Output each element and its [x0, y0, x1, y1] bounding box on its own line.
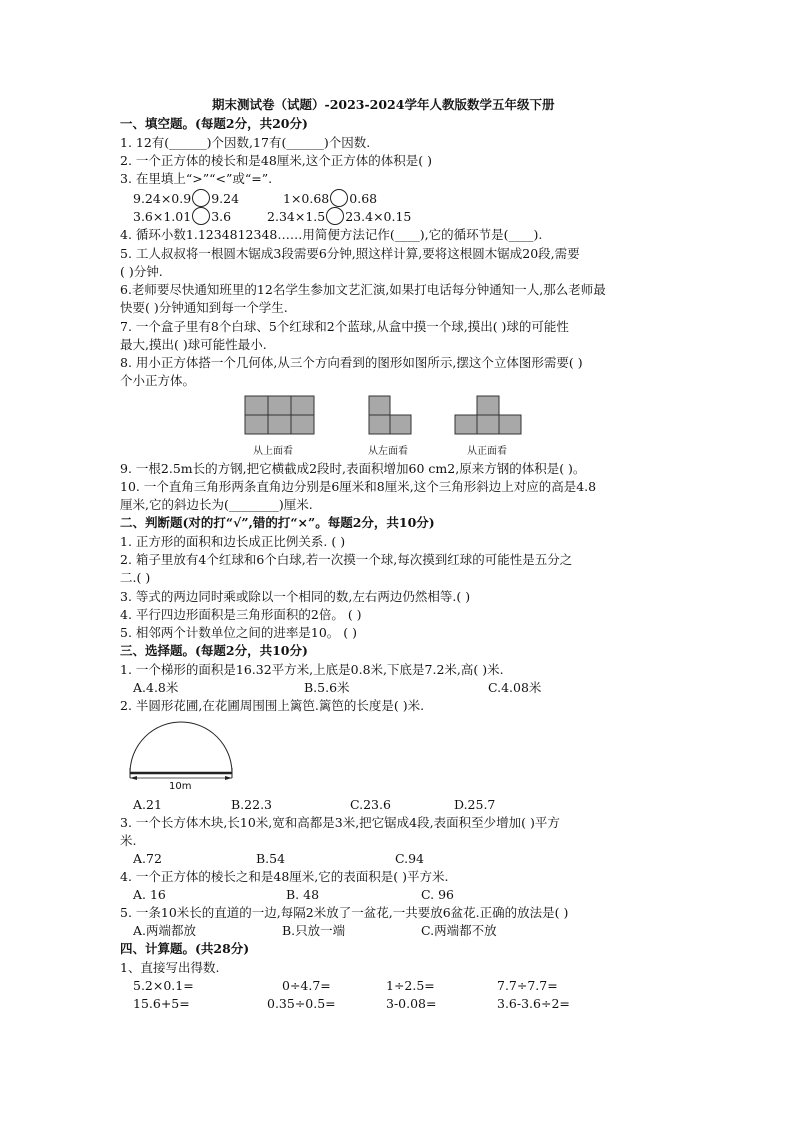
calc-item: 3.6-3.6÷2=	[497, 996, 570, 1011]
s2-q3: 3. 等式的两边同时乘或除以一个相同的数,左右两边仍然相等.( )	[120, 589, 471, 604]
s2-q5: 5. 相邻两个计数单位之间的进率是10。 ( )	[120, 625, 358, 640]
front-view-square	[499, 415, 521, 434]
s1-q2: 2. 一个正方体的棱长和是48厘米,这个正方体的体积是( )	[120, 153, 433, 168]
s3-q3-line1: 3. 一个长方体木块,长10米,宽和高都是3米,把它锯成4段,表面积至少增加( )平方	[120, 815, 560, 830]
compare-right: 23.4×0.15	[345, 209, 412, 224]
calc-item: 3-0.08=	[386, 996, 437, 1011]
s1-q6-line2: 快要( )分钟通知到每一个学生.	[120, 300, 288, 315]
s1-q3-row-a	[133, 189, 377, 207]
calc-item: 0÷4.7=	[282, 978, 331, 993]
s1-q1: 1. 12有(______)个因数,17有(______)个因数.	[120, 135, 371, 150]
s3-q1-option-c: C.4.08米	[488, 680, 542, 695]
front-view-square	[477, 415, 499, 434]
top-view-square	[268, 396, 291, 415]
top-view-square	[245, 415, 268, 434]
diameter-label: 10m	[169, 781, 192, 792]
s3-q5: 5. 一条10米长的直道的一边,每隔2米放了一盆花,一共要放6盆花.正确的放法是( )	[120, 905, 569, 920]
s3-q3-line2: 米.	[120, 833, 137, 848]
compare-circle[interactable]	[326, 207, 344, 225]
s3-q2-option-d: D.25.7	[454, 797, 496, 812]
s1-q3-row-b	[133, 207, 411, 225]
s1-q10-line2: 厘米,它的斜边长为(________)厘米.	[120, 497, 313, 512]
s1-q5-line1: 5. 工人叔叔将一根圆木锯成3段需要6分钟,照这样计算,要将这根圆木锯成20段,需要	[120, 246, 580, 261]
s1-q5-line2: ( )分钟.	[120, 264, 163, 279]
s3-q5-option-a: A.两端都放	[133, 923, 197, 938]
s2-q2-line1: 2. 箱子里放有4个红球和6个白球,若一次摸一个球,每次摸到红球的可能性是五分之	[120, 552, 573, 567]
section-1-header: 一、填空题。(每题2分，共20分)	[120, 116, 308, 131]
section-3-header: 三、选择题。(每题2分，共10分)	[120, 643, 308, 658]
left-view-square	[390, 415, 411, 434]
s3-q3-option-a: A.72	[133, 851, 162, 866]
s1-q10-line1: 10. 一个直角三角形两条直角边分别是6厘米和8厘米,这个三角形斜边上对应的高是4.8	[120, 479, 597, 494]
s4-sub1: 1、直接写出得数.	[120, 960, 220, 975]
s3-q1-option-b: B.5.6米	[304, 680, 350, 695]
s1-q4: 4. 循环小数1.1234812348……用简便方法记作(____),它的循环节是(____).	[120, 227, 543, 242]
front-view-square	[477, 396, 499, 415]
compare-left: 3.6×1.01	[133, 209, 192, 224]
s3-q3-option-b: B.54	[256, 851, 286, 866]
compare-right: 3.6	[211, 209, 232, 224]
s3-q1-option-a: A.4.8米	[133, 680, 179, 695]
s2-q1: 1. 正方形的面积和边长成正比例关系. ( )	[120, 534, 346, 549]
s1-q8-line1: 8. 用小正方体搭一个几何体,从三个方向看到的图形如图所示,摆这个立体图形需要( )	[120, 355, 583, 370]
compare-right: 0.68	[349, 191, 378, 206]
s3-q1: 1. 一个梯形的面积是16.32平方米,上底是0.8米,下底是7.2米,高( )米.	[120, 662, 504, 677]
compare-circle[interactable]	[192, 207, 210, 225]
left-view-square	[369, 396, 390, 415]
s1-q7-line1: 7. 一个盒子里有8个白球、5个红球和2个蓝球,从盒中摸一个球,摸出( )球的可能性	[120, 319, 569, 334]
s3-q4-option-a: A. 16	[133, 887, 166, 902]
compare-circle[interactable]	[330, 189, 348, 207]
section-2-header: 二、判断题(对的打“√”,错的打“×”。每题2分，共10分)	[120, 515, 435, 530]
front-view-square	[455, 415, 477, 434]
view-caption-front: 从正面看	[467, 446, 507, 457]
section-4-header: 四、计算题。(共28分)	[120, 941, 250, 956]
s3-q3-option-c: C.94	[395, 851, 424, 866]
s3-q4: 4. 一个正方体的棱长之和是48厘米,它的表面积是( )平方米.	[120, 869, 449, 884]
s3-q2-option-b: B.22.3	[231, 797, 272, 812]
s3-q2-option-c: C.23.6	[350, 797, 391, 812]
page-title: 期末测试卷（试题）-2023-2024学年人教版数学五年级下册	[212, 97, 555, 112]
s3-q4-option-c: C. 96	[421, 887, 454, 902]
top-view-square	[291, 396, 314, 415]
s3-q5-option-c: C.两端都不放	[421, 923, 497, 938]
compare-right: 9.24	[211, 191, 240, 206]
top-view-square	[291, 415, 314, 434]
left-view-square	[369, 415, 390, 434]
semicircle-arc	[130, 722, 232, 773]
calc-item: 0.35÷0.5=	[267, 996, 336, 1011]
s1-q9: 9. 一根2.5m长的方钢,把它横截成2段时,表面积增加60 cm2,原来方钢的体积是( )。	[120, 461, 586, 476]
s3-q5-option-b: B.只放一端	[282, 923, 346, 938]
view-caption-top: 从上面看	[253, 446, 293, 457]
calc-item: 5.2×0.1=	[133, 978, 194, 993]
calc-item: 7.7÷7.7=	[497, 978, 558, 993]
s2-q2-line2: 二.( )	[120, 570, 151, 585]
s1-q7-line2: 最大,摸出( )球可能性最小.	[120, 337, 267, 352]
calc-item: 1÷2.5=	[386, 978, 435, 993]
calc-item: 15.6+5=	[133, 996, 190, 1011]
compare-circle[interactable]	[192, 189, 210, 207]
s2-q4: 4. 平行四边形面积是三角形面积的2倍。 ( )	[120, 607, 362, 622]
s1-q3: 3. 在里填上“>”“<”或“=”.	[120, 171, 273, 186]
top-view-square	[268, 415, 291, 434]
compare-left: 1×0.68	[283, 191, 330, 206]
s1-q8-line2: 个小正方体。	[120, 373, 196, 388]
three-views-figure	[240, 394, 530, 436]
s3-q2-option-a: A.21	[133, 797, 162, 812]
s3-q2: 2. 半圆形花圃,在花圃周围围上篱笆.篱笆的长度是( )米.	[120, 698, 425, 713]
dimension-arrow-right	[225, 776, 232, 780]
dimension-arrow-left	[130, 776, 137, 780]
top-view-square	[245, 396, 268, 415]
view-caption-left: 从左面看	[368, 446, 408, 457]
s3-q4-option-b: B. 48	[286, 887, 320, 902]
s1-q6-line1: 6.老师要尽快通知班里的12名学生参加文艺汇演,如果打电话每分钟通知一人,那么老师最	[120, 282, 606, 297]
compare-left: 2.34×1.5	[267, 209, 326, 224]
compare-left: 9.24×0.9	[133, 191, 192, 206]
